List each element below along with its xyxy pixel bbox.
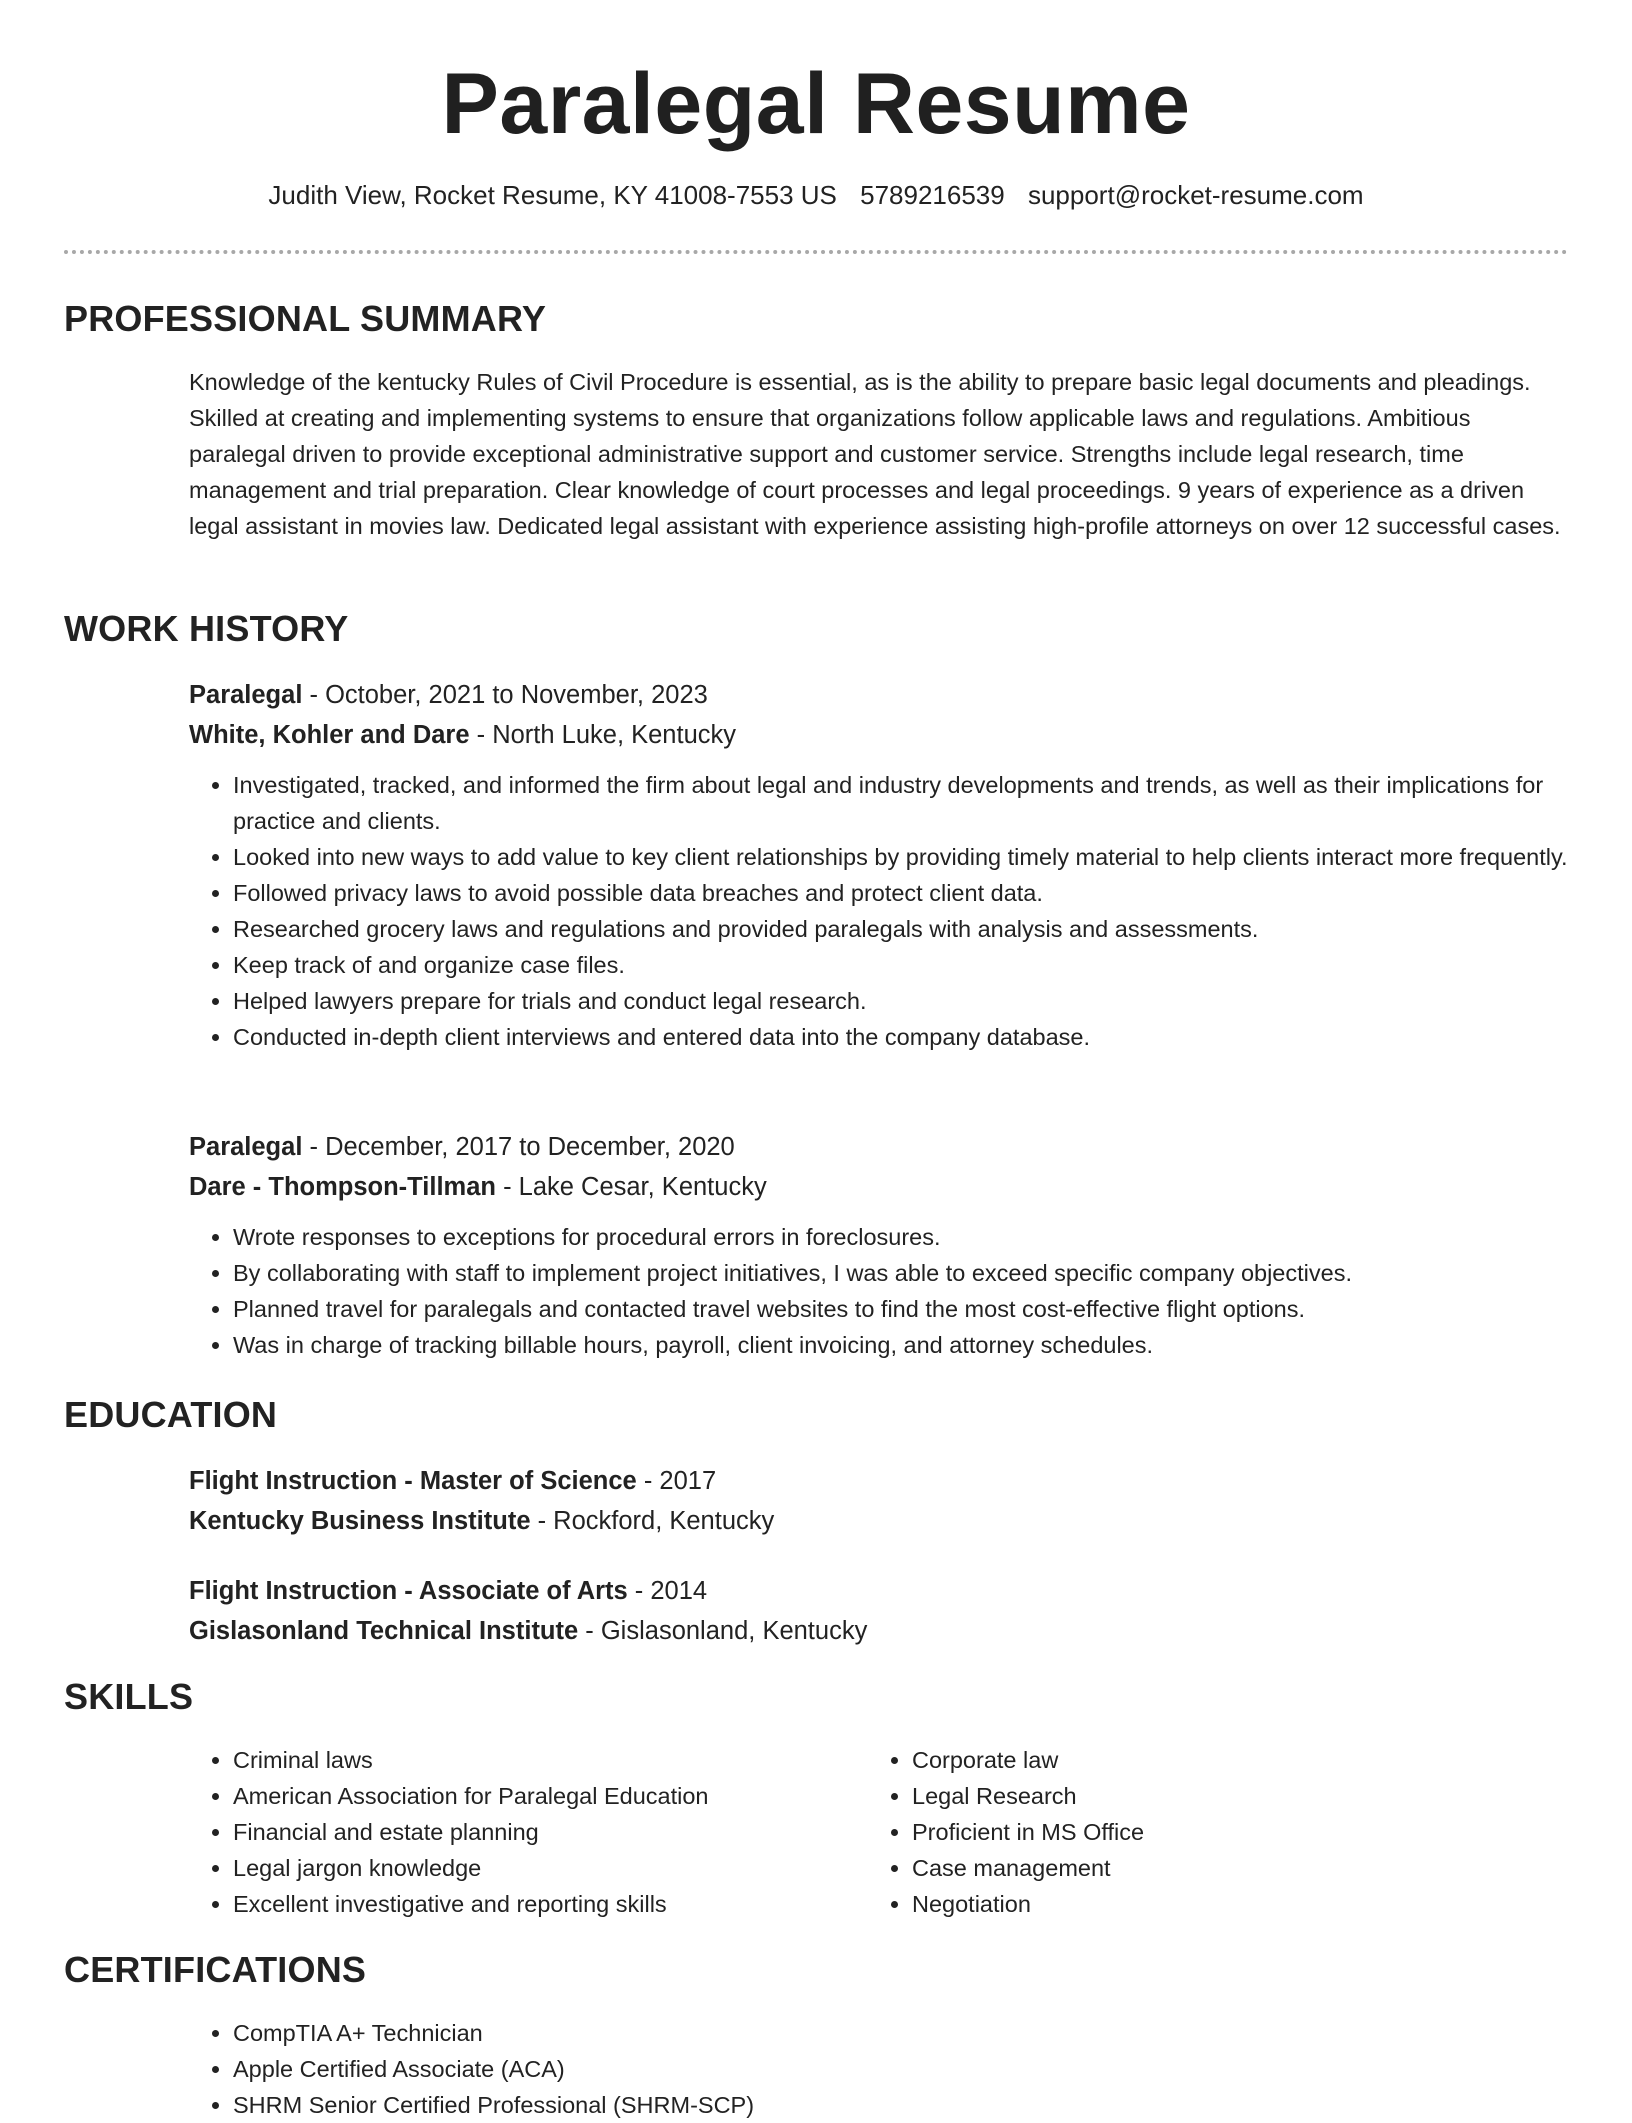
list-item: • CompTIA A+ Technician: [233, 2015, 1569, 2051]
list-item: • Case management: [912, 1850, 1552, 1886]
list-item: • Excellent investigative and reporting skills: [233, 1886, 873, 1922]
list-item: • Planned travel for paralegals and contacted travel websites to find the most cost-effective flight options.: [233, 1291, 1569, 1327]
list-item: • Conducted in-depth client interviews and entered data into the company database.: [233, 1019, 1569, 1055]
education-year: - 2017: [636, 1467, 717, 1495]
list-item: • Legal Research: [912, 1778, 1552, 1814]
list-item: • Legal jargon knowledge: [233, 1850, 873, 1886]
job-location: - North Luke, Kentucky: [469, 721, 737, 749]
education-entry: [189, 1571, 1569, 1651]
list-item: • By collaborating with staff to implement project initiatives, I was able to exceed specific company objectives.: [233, 1255, 1569, 1291]
job-title: Paralegal: [189, 681, 303, 709]
list-item: • Proficient in MS Office: [912, 1814, 1552, 1850]
job-title-line: [189, 675, 1569, 715]
education-school: Gislasonland Technical Institute: [189, 1617, 579, 1645]
list-item: • Looked into new ways to add value to key client relationships by providing timely material to help clients interact more frequently.: [233, 839, 1569, 875]
list-item: • Was in charge of tracking billable hours, payroll, client invoicing, and attorney schedules.: [233, 1327, 1569, 1363]
summary-text: Knowledge of the kentucky Rules of Civil Procedure is essential, as is the ability to prepare basic legal documents and pleadings. Skilled at creating and implementing systems to ensure that organizations follow applicable laws and regulations. Ambitious paralegal driven to provide exceptional administrative support and customer service. Strengths include legal research, time management and trial preparation. Clear knowledge of court processes and legal proceedings. 9 years of experience as a driven legal assistant in movies law. Dedicated legal assistant with experience assisting high-profile attorneys on over 12 successful cases.: [189, 369, 1561, 539]
section-title-certifications: CERTIFICATIONS: [64, 1949, 367, 1990]
education-degree: Flight Instruction - Associate of Arts: [189, 1577, 628, 1605]
header-divider: [64, 250, 1568, 254]
education-school-line: [189, 1611, 1569, 1651]
job-bullets: [189, 1219, 1569, 1363]
section-title-education: EDUCATION: [64, 1394, 278, 1435]
education-school: Kentucky Business Institute: [189, 1507, 531, 1535]
education-entry: [189, 1461, 1569, 1541]
job-company-line: [189, 715, 1569, 755]
education-year: - 2014: [627, 1577, 708, 1605]
list-item: • Corporate law: [912, 1742, 1552, 1778]
section-title-work: WORK HISTORY: [64, 608, 349, 649]
contact-line: [0, 180, 1632, 211]
list-item: • Researched grocery laws and regulations and provided paralegals with analysis and assessments.: [233, 911, 1569, 947]
education-location: - Rockford, Kentucky: [530, 1507, 775, 1535]
contact-email: support@rocket-resume.com: [1027, 180, 1364, 210]
list-item: • Investigated, tracked, and informed the firm about legal and industry developments and trends, as well as their implications for practice and clients.: [233, 767, 1569, 839]
section-title-skills: SKILLS: [64, 1676, 194, 1717]
list-item: • SHRM Senior Certified Professional (SHRM-SCP): [233, 2087, 1569, 2123]
education-location: - Gislasonland, Kentucky: [578, 1617, 868, 1645]
list-item: • Keep track of and organize case files.: [233, 947, 1569, 983]
list-item: • Negotiation: [912, 1886, 1552, 1922]
list-item: • Apple Certified Associate (ACA): [233, 2051, 1569, 2087]
certifications-list: [189, 2015, 1569, 2123]
page-title: Paralegal Resume: [441, 56, 1191, 152]
contact-address: Judith View, Rocket Resume, KY 41008-7553 US: [268, 180, 837, 210]
job-entry: [189, 675, 1569, 1055]
job-location: - Lake Cesar, Kentucky: [495, 1173, 767, 1201]
job-title-line: [189, 1127, 1569, 1167]
list-item: • American Association for Paralegal Education: [233, 1778, 873, 1814]
list-item: • Wrote responses to exceptions for procedural errors in foreclosures.: [233, 1219, 1569, 1255]
education-degree-line: [189, 1461, 1569, 1501]
list-item: • Financial and estate planning: [233, 1814, 873, 1850]
education-degree: Flight Instruction - Master of Science: [189, 1467, 637, 1495]
contact-phone: 5789216539: [860, 180, 1005, 210]
skills-column-right: [868, 1742, 1552, 1922]
job-company: Dare - Thompson-Tillman: [189, 1173, 496, 1201]
job-entry: [189, 1127, 1569, 1363]
certifications-bullets: [189, 2015, 1569, 2123]
job-dates: - December, 2017 to December, 2020: [302, 1133, 735, 1161]
education-school-line: [189, 1501, 1569, 1541]
list-item: • Helped lawyers prepare for trials and conduct legal research.: [233, 983, 1569, 1019]
list-item: • Criminal laws: [233, 1742, 873, 1778]
section-title-summary: PROFESSIONAL SUMMARY: [64, 298, 547, 339]
skills-column-left: [189, 1742, 873, 1922]
list-item: • Followed privacy laws to avoid possible data breaches and protect client data.: [233, 875, 1569, 911]
job-company: White, Kohler and Dare: [189, 721, 470, 749]
job-dates: - October, 2021 to November, 2023: [302, 681, 708, 709]
education-degree-line: [189, 1571, 1569, 1611]
job-company-line: [189, 1167, 1569, 1207]
job-title: Paralegal: [189, 1133, 303, 1161]
job-bullets: [189, 767, 1569, 1055]
